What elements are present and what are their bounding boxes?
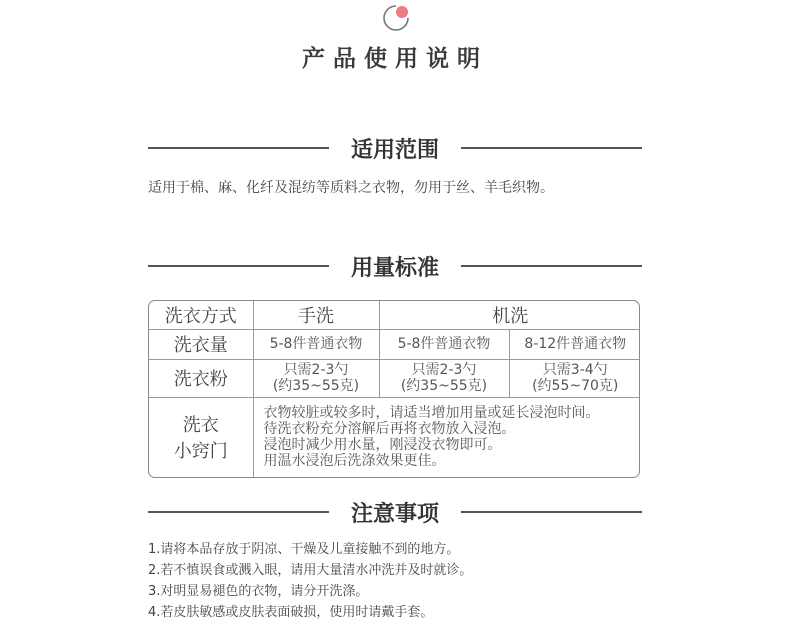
list-item: 2.若不慎误食或溅入眼，请用大量清水冲洗并及时就诊。 [148, 563, 473, 578]
powder-weight: (约35~55克) [272, 378, 360, 394]
scope-text: 适用于棉、麻、化纤及混纺等质料之衣物，勿用于丝、羊毛织物。 [148, 180, 554, 196]
divider-left [148, 147, 329, 149]
cautions-list [148, 539, 472, 623]
tips-label [149, 397, 253, 477]
table-row [149, 397, 640, 477]
powder-weight: (约35~55克) [400, 378, 488, 394]
load-cell: 8-12件普通衣物 [509, 329, 640, 359]
wash-method-header: 洗衣方式 [149, 301, 253, 329]
powder-amount: 只需2-3勺 [411, 362, 477, 378]
powder-amount: 只需2-3勺 [283, 362, 349, 378]
scope-heading-label: 适用范围 [351, 137, 440, 163]
tip-item: 待洗衣粉充分溶解后再将衣物放入浸泡。 [263, 421, 516, 438]
tip-item: 浸泡时减少用水量，刚浸没衣物即可。 [263, 437, 502, 454]
divider-left [148, 265, 329, 267]
powder-label: 洗衣粉 [149, 359, 253, 397]
divider-right [461, 147, 642, 149]
table-row [149, 329, 640, 359]
tips-cell [253, 397, 640, 477]
table-header-row [149, 301, 640, 329]
load-cell: 5-8件普通衣物 [379, 329, 509, 359]
divider-right [461, 265, 642, 267]
list-item: 4.若皮肤敏感或皮肤表面破损，使用时请戴手套。 [148, 605, 434, 620]
divider-right [461, 511, 642, 513]
tip-item: 用温水浸泡后洗涤效果更佳。 [263, 453, 446, 470]
machine-wash-header: 机洗 [379, 301, 640, 329]
usage-table [148, 300, 640, 478]
page-title: 产品使用说明 [302, 46, 488, 72]
table-row [149, 359, 640, 397]
powder-cell [253, 359, 379, 397]
tip-item: 衣物较脏或较多时，请适当增加用量或延长浸泡时间。 [263, 405, 600, 422]
logo-icon [381, 3, 411, 33]
powder-amount: 只需3-4勺 [542, 362, 608, 378]
tips-label-line: 小窍门 [173, 441, 228, 463]
divider-left [148, 511, 329, 513]
dosage-heading-label: 用量标准 [351, 255, 440, 281]
powder-cell [509, 359, 640, 397]
scope-heading [148, 133, 642, 163]
hand-wash-header: 手洗 [253, 301, 379, 329]
list-item: 1.请将本品存放于阴凉、干燥及儿童接触不到的地方。 [148, 542, 460, 557]
list-item: 3.对明显易褪色的衣物，请分开洗涤。 [148, 584, 369, 599]
load-label: 洗衣量 [149, 329, 253, 359]
cautions-heading [148, 497, 642, 527]
powder-weight: (约55~70克) [532, 378, 619, 394]
dosage-heading [148, 251, 642, 281]
powder-cell [379, 359, 509, 397]
cautions-heading-label: 注意事项 [351, 501, 440, 527]
tips-label-line: 洗衣 [182, 415, 219, 437]
load-cell: 5-8件普通衣物 [253, 329, 379, 359]
